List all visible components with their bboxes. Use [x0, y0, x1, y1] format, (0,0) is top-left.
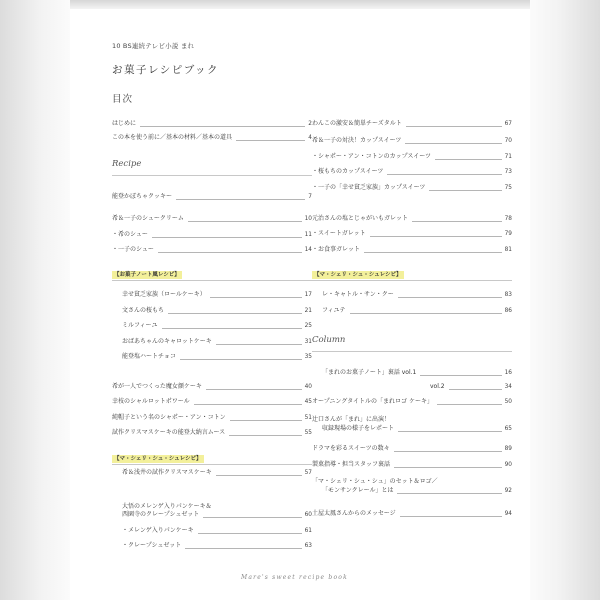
- toc-entry[interactable]: [112, 353, 312, 361]
- toc-entry[interactable]: [312, 307, 512, 315]
- toc-entry-page: 94: [504, 511, 512, 517]
- contents-heading: 目次: [112, 94, 134, 105]
- recipe-heading-rule: [112, 175, 312, 176]
- toc-entry-page: 34: [504, 384, 512, 390]
- toc-entry-page: 50: [504, 399, 512, 405]
- toc-entry-title: 製菓指導・担当スタッフ裏話: [312, 461, 391, 468]
- toc-entry[interactable]: [312, 184, 512, 192]
- page-shadow-left: [0, 0, 70, 600]
- toc-entry[interactable]: [312, 383, 512, 391]
- toc-entry-line1[interactable]: 辻口さんが「まれ」に出演！: [312, 416, 391, 423]
- toc-entry-title: ・メレンゲ入りパンケーキ: [122, 527, 194, 534]
- toc-entry[interactable]: [112, 469, 312, 477]
- toc-entry-page: 67: [504, 121, 512, 127]
- toc-entry-title: 希＆一子のシュークリーム: [112, 215, 184, 222]
- toc-entry-page: 78: [504, 216, 512, 222]
- toc-entry[interactable]: [112, 414, 312, 422]
- toc-entry-title: ・一子の「幸せ貧乏家族」カップスイーツ: [312, 184, 426, 191]
- toc-entry-page: 70: [504, 138, 512, 144]
- toc-entry-page: 4: [308, 135, 312, 141]
- toc-entry-title: オープニングタイトルの「まれロゴ ケーキ」: [312, 398, 433, 405]
- toc-entry-page: 55: [304, 430, 312, 436]
- toc-entry-title: レ・キャトル・サン・クー: [322, 291, 394, 298]
- toc-entry-page: 10: [304, 216, 312, 222]
- toc-entry[interactable]: [312, 168, 512, 176]
- toc-entry[interactable]: [112, 398, 312, 406]
- toc-entry[interactable]: [112, 193, 312, 201]
- toc-entry-title: 収録現場の様子をレポート: [322, 425, 395, 432]
- book-page: [76, 9, 526, 600]
- toc-entry-line1[interactable]: 「マ・シェリ・シュ・シュ」のセット＆ロゴ／: [312, 478, 438, 485]
- toc-entry-page: 11: [304, 232, 312, 238]
- toc-entry-title: はじめに: [112, 120, 137, 127]
- toc-entry[interactable]: [312, 369, 512, 377]
- toc-entry[interactable]: [112, 291, 312, 299]
- toc-entry[interactable]: [112, 120, 312, 128]
- toc-entry-title: 西園寺のクレープシュゼット: [122, 511, 200, 518]
- toc-entry[interactable]: [312, 120, 512, 128]
- toc-entry[interactable]: [312, 425, 512, 433]
- toc-entry-title: 「まれのお菓子ノート」裏話 vol.1: [322, 369, 417, 376]
- toc-entry-title: ・お食事ガレット: [312, 246, 360, 253]
- toc-entry[interactable]: [112, 511, 312, 519]
- toc-entry-page: 31: [304, 339, 312, 345]
- column-heading: Column: [312, 335, 346, 345]
- toc-entry-title: おばあちゃんのキャロットケーキ: [122, 338, 212, 345]
- book-title: お菓子レシピブック: [112, 64, 220, 76]
- toc-entry-page: 25: [304, 323, 312, 329]
- toc-entry-line1[interactable]: 大悟のメレンゲ入りパンケーキ＆: [122, 503, 212, 510]
- toc-entry-title: ・希のシュー: [112, 231, 148, 238]
- toc-entry[interactable]: [112, 215, 312, 223]
- toc-entry-page: 16: [504, 370, 512, 376]
- toc-entry[interactable]: [312, 291, 512, 299]
- toc-entry[interactable]: [112, 542, 312, 550]
- toc-entry-page: 17: [304, 292, 312, 298]
- toc-entry-page: 51: [304, 415, 312, 421]
- toc-entry-page: 63: [304, 543, 312, 549]
- page-shadow-right: [530, 0, 600, 600]
- recipe-heading: Recipe: [112, 159, 142, 169]
- toc-entry-page: 65: [504, 426, 512, 432]
- toc-entry[interactable]: [312, 215, 512, 223]
- ma-cherie-label: 【マ・シェリ・シュ・シュレシピ】: [114, 456, 202, 462]
- toc-entry-page: 2: [308, 121, 312, 127]
- toc-entry-title: 幸枝のシャルロットポワール: [112, 398, 190, 405]
- toc-entry[interactable]: [112, 322, 312, 330]
- toc-entry-title: ミルフィーユ: [122, 322, 158, 329]
- toc-entry-page: 71: [504, 154, 512, 160]
- toc-entry-title: ・シャポー・アン・コトンのカップスイーツ: [312, 153, 431, 160]
- ma-cherie-rule: [312, 280, 512, 281]
- okashi-note-label: 【お菓子ノート風レシピ】: [114, 272, 180, 278]
- toc-entry-page: 45: [304, 399, 312, 405]
- toc-entry-title: 希＆一子の対決！カップスイーツ: [312, 137, 402, 144]
- toc-entry-page: 86: [504, 308, 512, 314]
- toc-entry-title: 能登かぼちゃクッキー: [112, 193, 173, 200]
- toc-entry-page: 40: [304, 384, 312, 390]
- toc-entry[interactable]: [112, 383, 312, 391]
- toc-entry-page: 7: [308, 194, 312, 200]
- toc-entry-title: 希＆浅井の試作クリスマスケーキ: [122, 469, 212, 476]
- toc-entry[interactable]: [312, 153, 512, 161]
- toc-entry[interactable]: [312, 246, 512, 254]
- toc-entry-title: フィユテ: [322, 307, 346, 314]
- toc-entry-page: 75: [504, 185, 512, 191]
- toc-entry[interactable]: [312, 461, 512, 469]
- toc-entry-page: 83: [504, 292, 512, 298]
- column-heading-rule: [312, 351, 512, 352]
- toc-entry[interactable]: [112, 429, 312, 437]
- toc-entry-title: ・クレープシュゼット: [122, 542, 182, 549]
- toc-entry-page: 92: [504, 488, 512, 494]
- okashi-note-rule: [112, 280, 312, 281]
- page-shadow-top: [0, 0, 600, 9]
- toc-entry[interactable]: [112, 246, 312, 254]
- toc-entry-title: 能登塩ハートチョコ: [122, 353, 176, 360]
- toc-entry-page: 21: [304, 308, 312, 314]
- toc-entry[interactable]: [312, 510, 512, 518]
- toc-entry[interactable]: [312, 398, 512, 406]
- toc-entry-title: ・一子のシュー: [112, 246, 154, 253]
- toc-entry-title: ・桜もちのカップスイーツ: [312, 168, 384, 175]
- toc-entry-page: 89: [504, 446, 512, 452]
- toc-entry-page: 61: [304, 528, 312, 534]
- toc-entry-title: ドラマを彩るスイーツの数々: [312, 445, 390, 452]
- toc-entry[interactable]: [112, 307, 312, 315]
- toc-entry[interactable]: [112, 134, 312, 142]
- toc-entry-title: 幸せ貧乏家族（ロールケーキ）: [122, 291, 206, 298]
- toc-entry-title: vol.2: [430, 383, 445, 390]
- toc-entry[interactable]: [112, 527, 312, 535]
- toc-entry-page: 79: [504, 231, 512, 237]
- toc-entry[interactable]: [312, 230, 512, 238]
- book-footer: Mare's sweet recipe book: [241, 574, 348, 581]
- toc-entry[interactable]: [112, 231, 312, 239]
- series-label: 10 BS連続テレビ小説 まれ: [112, 42, 195, 50]
- toc-entry[interactable]: [312, 445, 512, 453]
- toc-entry-title: 試作クリスマスケーキの能登大納言ムース: [112, 429, 226, 436]
- toc-entry-title: 元治さんの塩とじゃがいもガレット: [312, 215, 408, 222]
- toc-entry-page: 73: [504, 169, 512, 175]
- toc-entry[interactable]: [112, 338, 312, 346]
- toc-entry-page: 60: [304, 512, 312, 518]
- toc-entry-title: わんこの激安＆簡単チーズタルト: [312, 120, 402, 127]
- toc-entry-title: この本を使う前に／基本の材料／基本の道具: [112, 134, 233, 141]
- toc-entry-page: 35: [304, 354, 312, 360]
- ma-cherie-rule: [112, 464, 312, 465]
- toc-entry[interactable]: [312, 487, 512, 495]
- toc-entry-page: 14: [304, 247, 312, 253]
- toc-entry-title: 「モンサンクレール」とは: [322, 487, 394, 494]
- toc-entry[interactable]: [312, 137, 512, 145]
- toc-entry-title: ・スイートガレット: [312, 230, 366, 237]
- toc-entry-page: 57: [304, 470, 312, 476]
- toc-entry-page: 81: [504, 247, 512, 253]
- toc-entry-page: 90: [504, 462, 512, 468]
- toc-entry-title: 文さんの桜もち: [122, 307, 165, 314]
- toc-entry-title: 土屋太鳳さんからのメッセージ: [312, 510, 396, 517]
- toc-entry-title: 希が一人でつくった魔女顔ケーキ: [112, 383, 202, 390]
- ma-cherie-label: 【マ・シェリ・シュ・シュレシピ】: [314, 272, 402, 278]
- toc-entry-title: 純帽子という名のシャポー・アン・コトン: [112, 414, 226, 421]
